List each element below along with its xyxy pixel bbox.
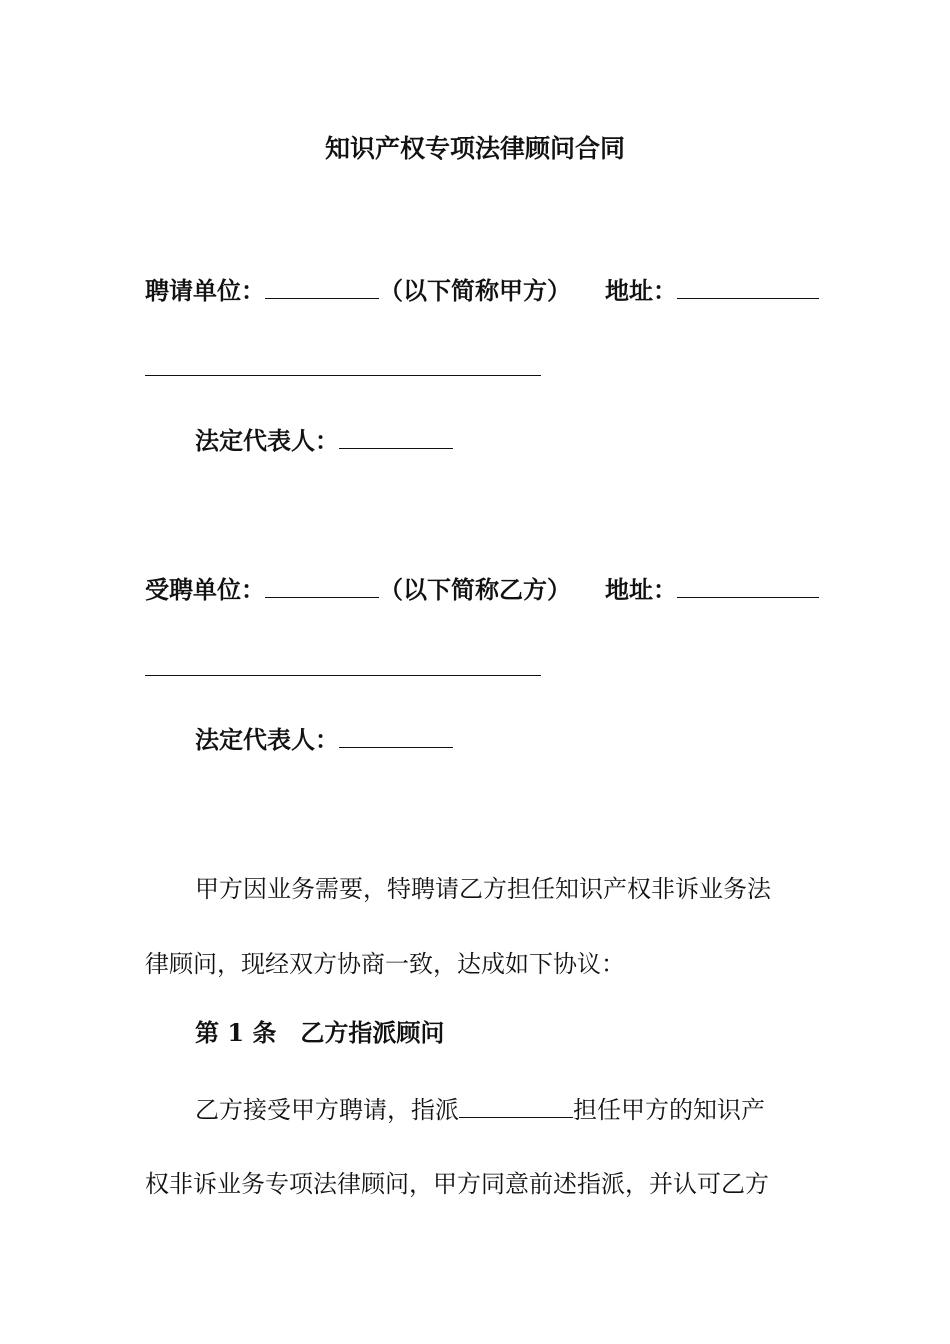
party-b-abbr: （以下简称乙方） xyxy=(379,575,571,604)
intro-line-2: 律顾问，现经双方协商一致，达成如下协议： xyxy=(145,950,625,978)
article-1-line-1 xyxy=(195,1094,765,1126)
party-a-address-label: 地址： xyxy=(605,276,677,305)
party-b-address-blank-continued xyxy=(145,675,541,676)
document-title: 知识产权专项法律顾问合同 xyxy=(324,134,625,163)
party-b-address-blank xyxy=(677,575,819,598)
party-b-unit-blank xyxy=(265,575,379,598)
article-1-line-1-b: 担任甲方的知识产 xyxy=(573,1096,765,1124)
party-b-rep-line xyxy=(195,724,453,756)
party-a-unit-label: 聘请单位： xyxy=(145,276,265,305)
party-b-line xyxy=(145,574,819,606)
party-a-rep-label: 法定代表人： xyxy=(195,426,339,455)
intro-line-1: 甲方因业务需要，特聘请乙方担任知识产权非诉业务法 xyxy=(195,875,771,903)
party-a-abbr: （以下简称甲方） xyxy=(379,276,571,305)
party-b-rep-blank xyxy=(339,725,453,748)
article-1-advisor-blank xyxy=(459,1095,573,1118)
party-a-address-blank xyxy=(677,276,819,299)
article-1-line-1-a: 乙方接受甲方聘请，指派 xyxy=(195,1096,459,1124)
party-b-rep-label: 法定代表人： xyxy=(195,725,339,754)
party-a-address-blank-continued xyxy=(145,375,541,376)
article-1-number: 第 1 条 xyxy=(195,1018,277,1047)
article-1-line-2: 权非诉业务专项法律顾问，甲方同意前述指派，并认可乙方 xyxy=(145,1170,769,1198)
party-b-unit-label: 受聘单位： xyxy=(145,575,265,604)
party-a-rep-line xyxy=(195,425,453,457)
article-1-heading xyxy=(195,1017,444,1049)
party-a-rep-blank xyxy=(339,426,453,449)
article-1-heading-text: 乙方指派顾问 xyxy=(300,1018,445,1047)
party-b-address-label: 地址： xyxy=(605,575,677,604)
party-a-unit-blank xyxy=(265,276,379,299)
party-a-line xyxy=(145,275,819,307)
